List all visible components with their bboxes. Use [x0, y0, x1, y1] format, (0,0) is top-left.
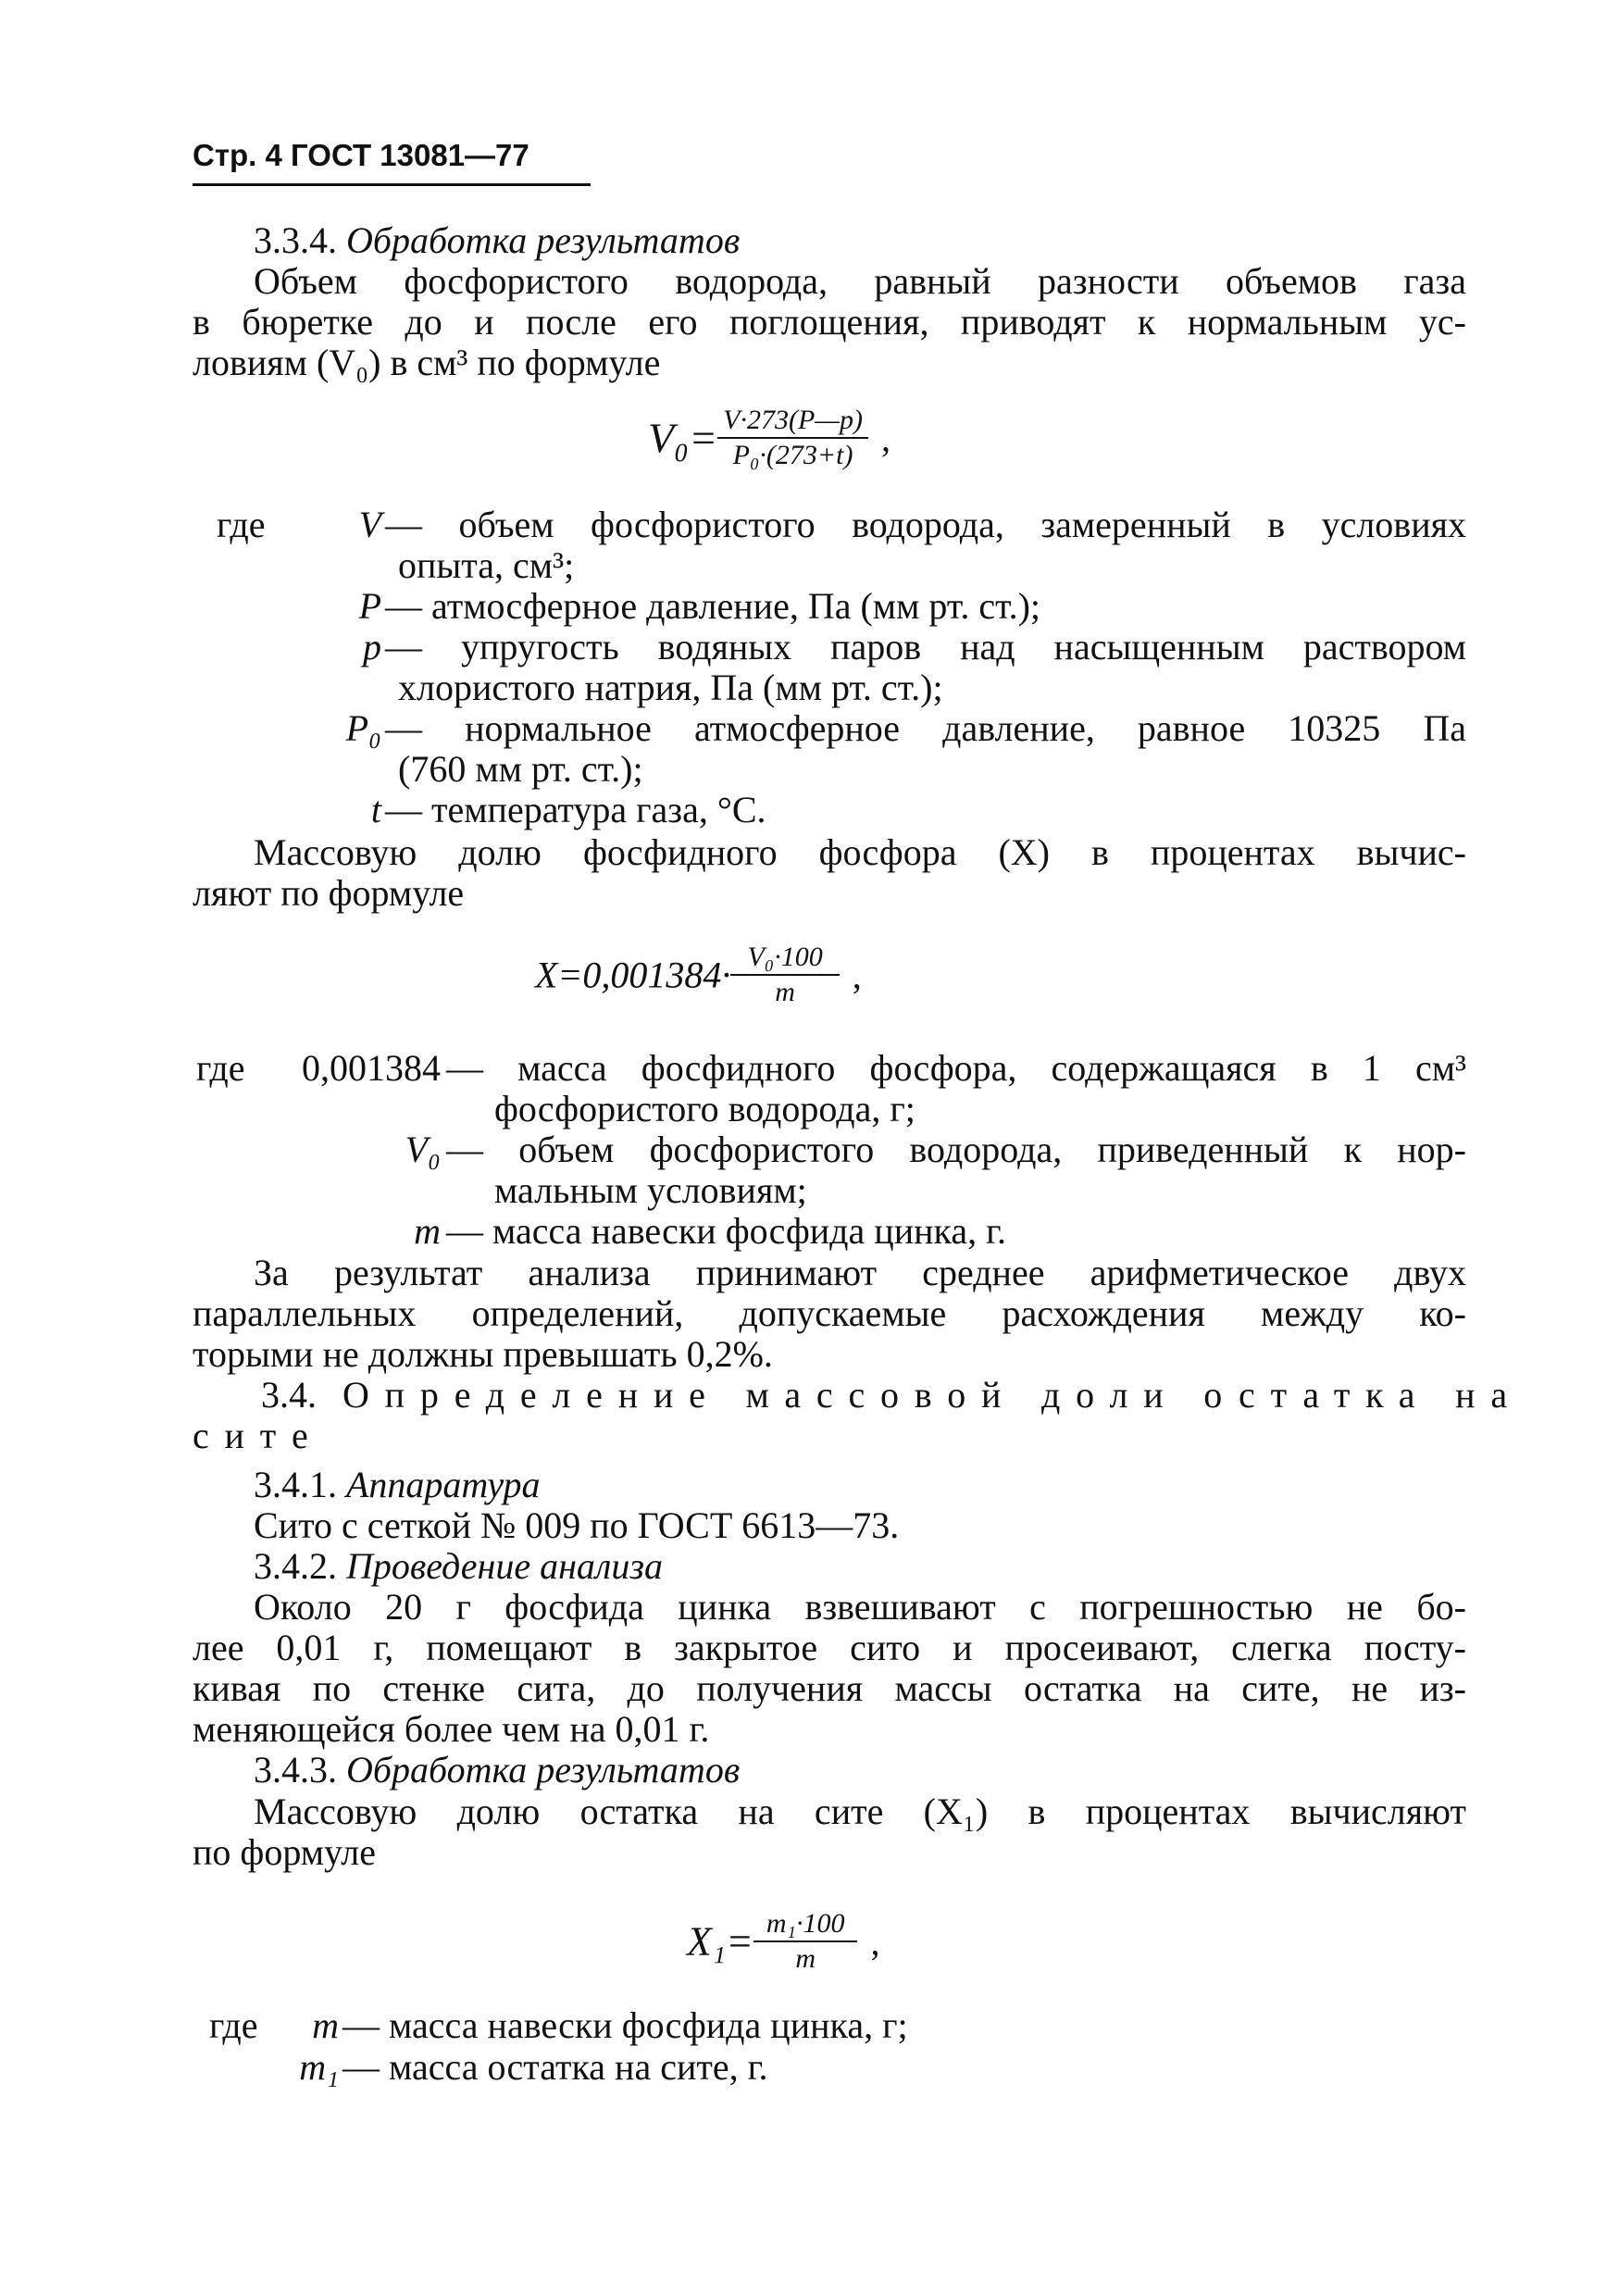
section-3-3-4-heading	[254, 218, 740, 263]
section-number: 3.4.	[261, 1374, 317, 1416]
def-text: — объем фосфористого водорода, приведенный к нор-	[446, 1129, 1466, 1170]
def-symbol: P	[358, 585, 381, 627]
def-symbol: m	[312, 2004, 339, 2046]
section-number: 3.4.1.	[254, 1464, 337, 1505]
formula-v0	[648, 404, 890, 472]
def-text: — упругость водяных паров над насыщенным раствором	[385, 626, 1466, 668]
def-symbol: m	[414, 1210, 441, 1252]
section-number: 3.3.4.	[254, 219, 337, 261]
def-symbol: p	[363, 626, 381, 668]
page-header: Стр. 4 ГОСТ 13081—77	[193, 138, 529, 172]
formula-lhs: X₁=	[687, 1918, 753, 1965]
paragraph-line: Массовую долю фосфидного фосфора (X) в процентах вычис-	[254, 831, 1466, 873]
paragraph-line: торыми не должны превышать 0,2%.	[193, 1333, 773, 1375]
def-continuation: опыта, см³;	[398, 544, 575, 586]
paragraph-line: по формуле	[193, 1831, 376, 1873]
formula-numerator: V·273(P—p)	[717, 404, 868, 439]
section-3-4-2-heading	[254, 1544, 663, 1589]
paragraph-line: Объем фосфористого водорода, равный разности объемов газа	[254, 260, 1466, 302]
def-continuation: хлористого натрия, Па (мм рт. ст.);	[398, 667, 943, 708]
def-text: — масса навески фосфида цинка, г;	[342, 2004, 908, 2046]
def-symbol: V₀	[405, 1129, 441, 1170]
where-label: где	[196, 1047, 245, 1089]
formula-denominator: P₀·(273+t)	[732, 440, 853, 470]
section-3-4-3-heading	[254, 1748, 740, 1792]
section-title: Обработка результатов	[346, 219, 741, 261]
formula-fraction	[730, 941, 839, 1009]
paragraph-line: ляют по формуле	[193, 872, 465, 914]
where-label: где	[217, 504, 266, 545]
def-symbol: 0,001384	[302, 1047, 441, 1089]
paragraph-line: Около 20 г фосфида цинка взвешивают с погрешностью не бо-	[254, 1586, 1466, 1628]
def-text: — масса фосфидного фосфора, содержащаяся в 1 см³	[446, 1047, 1466, 1089]
paragraph-line: Массовую долю остатка на сите (X₁) в процентах вычисляют	[254, 1791, 1466, 1832]
paragraph-line: ловиям (V₀) в см³ по формуле	[193, 342, 661, 383]
def-symbol: t	[370, 789, 381, 830]
def-text: — температура газа, °C.	[385, 789, 766, 830]
def-text: — объем фосфористого водорода, замеренный в условиях	[385, 504, 1466, 545]
section-title: Аппаратура	[346, 1464, 541, 1505]
paragraph-line: меняющейся более чем на 0,01 г.	[193, 1708, 710, 1750]
paragraph-line: в бюретке до и после его поглощения, приводят к нормальным ус-	[193, 301, 1466, 343]
formula-numerator: m₁·100	[753, 1907, 858, 1942]
def-symbol: P₀	[345, 707, 381, 749]
formula-numerator: V₀·100	[730, 941, 839, 976]
formula-trail: ,	[852, 954, 862, 996]
formula-trail: ,	[870, 1920, 880, 1963]
def-text: — нормальное атмосферное давление, равное 10325 Па	[385, 707, 1466, 749]
def-text: — атмосферное давление, Па (мм рт. ст.);	[385, 585, 1041, 627]
header-rule	[193, 183, 591, 186]
formula-x1	[687, 1907, 879, 1976]
section-number: 3.4.2.	[254, 1545, 337, 1587]
def-continuation: мальным условиям;	[494, 1169, 807, 1211]
section-3-4-1-heading	[254, 1463, 541, 1507]
formula-lhs: V₀=	[648, 414, 718, 462]
formula-denominator: m	[795, 1943, 816, 1974]
paragraph-line: параллельных определений, допускаемые расхождения между ко-	[193, 1292, 1466, 1334]
def-continuation: (760 мм рт. ст.);	[398, 748, 643, 790]
paragraph-line: кивая по стенке сита, до получения массы остатка на сите, не из-	[193, 1667, 1466, 1709]
def-text: — масса навески фосфида цинка, г.	[446, 1210, 1006, 1252]
def-symbol: m₁	[299, 2046, 339, 2088]
where-label: где	[209, 2004, 258, 2046]
section-number: 3.4.3.	[254, 1749, 337, 1791]
formula-trail: ,	[880, 417, 890, 459]
formula-fraction	[717, 404, 868, 472]
section-title-continuation: сите	[193, 1415, 324, 1456]
def-text: — масса остатка на сите, г.	[342, 2046, 768, 2088]
section-title: Определение массовой доли остатка на	[342, 1374, 1523, 1416]
def-symbol: V	[358, 504, 381, 545]
section-title: Проведение анализа	[346, 1545, 663, 1587]
paragraph-line: Сито с сеткой № 009 по ГОСТ 6613—73.	[254, 1504, 900, 1546]
formula-denominator: m	[775, 977, 795, 1007]
formula-lhs: X=0,001384·	[535, 954, 731, 996]
paragraph-line: За результат анализа принимают среднее арифметическое двух	[254, 1252, 1466, 1293]
formula-x	[535, 941, 862, 1009]
formula-fraction	[753, 1907, 858, 1976]
paragraph-line: лее 0,01 г, помещают в закрытое сито и просеивают, слегка посту-	[193, 1627, 1466, 1668]
section-title: Обработка результатов	[346, 1749, 741, 1791]
def-continuation: фосфористого водорода, г;	[494, 1088, 915, 1129]
